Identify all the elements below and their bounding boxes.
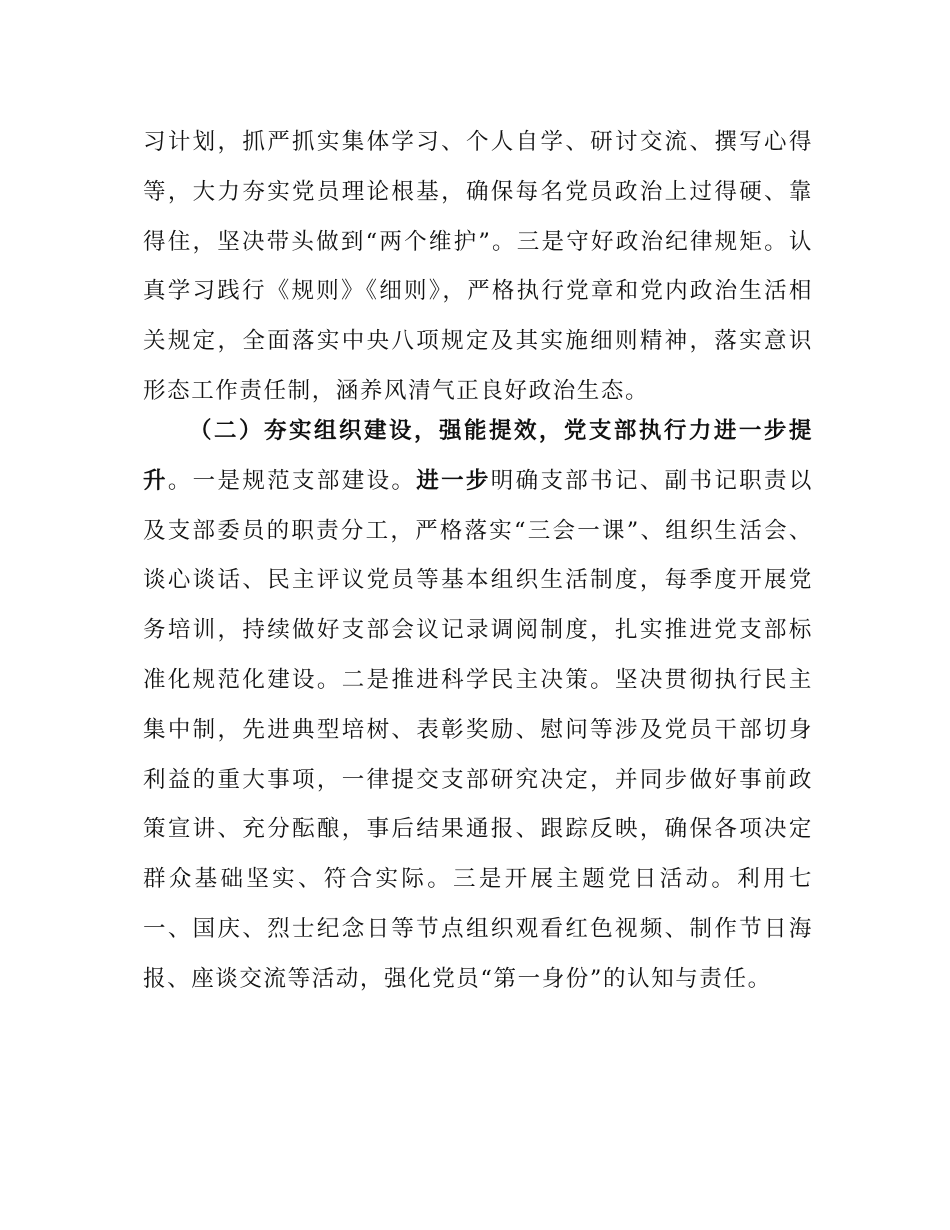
section-heading: （二）夯实组织建设，强能提效，党支部执行力进一步提升 (143, 418, 813, 494)
section-heading-continuation: 。一是规范支部建设。 (167, 467, 417, 494)
bold-phrase: 进一步 (416, 467, 491, 494)
paragraph-2-body: 明确支部书记、副书记职责以及支部委员的职责分工，严格落实“三会一课”、组织生活会、谈心谈话、民主评议党员等基本组织生活制度，每季度开展党务培训，持续做好支部会议记录调阅制度，扎实推进党支部标准化规范化建设。二是推进科学民主决策。坚决贯彻执行民主集中制，先进典型培树、表彰奖励、慰问等涉及党员干部切身利益的重大事项，一律提交支部研究决定，并同步做好事前政策宣讲、充分酝酿，事后结果通报、跟踪反映，确保各项决定群众基础坚实、符合实际。三是开展主题党日活动。利用七一、国庆、烈士纪念日等节点组织观看红色视频、制作节日海报、座谈交流等活动，强化党员“第一身份”的认知与责任。 (143, 467, 813, 992)
paragraph-organization-building (143, 407, 813, 1005)
paragraph-1-text: 习计划，抓严抓实集体学习、个人自学、研讨交流、撰写心得等，大力夯实党员理论根基，确保每名党员政治上过得硬、靠得住，坚决带头做到“两个维护”。三是守好政治纪律规矩。认真学习践行《规则》《细则》，严格执行党章和党内政治生活相关规定，全面落实中央八项规定及其实施细则精神，落实意识形态工作责任制，涵养风清气正良好政治生态。 (143, 129, 813, 404)
paragraph-political-discipline (143, 118, 813, 417)
